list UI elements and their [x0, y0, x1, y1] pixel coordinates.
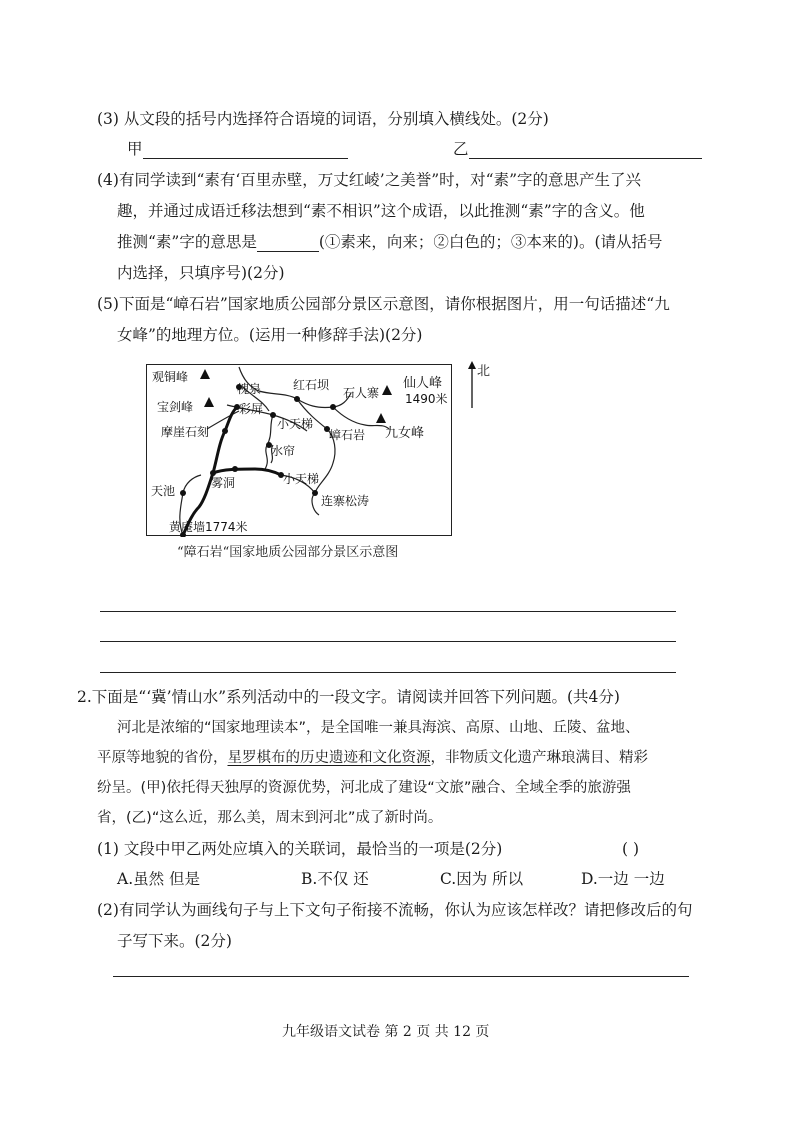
passage-line-1: 河北是浓缩的“国家地理读本”，是全国唯一兼具海滨、高原、山地、丘陵、盆地、	[117, 720, 640, 736]
scenic-area-map	[146, 364, 452, 536]
q2-2-line-2: 子写下来。(2分)	[117, 932, 232, 950]
q3-label-a: 甲	[127, 140, 143, 158]
peak-xianrenfeng-icon	[382, 385, 392, 395]
label-xianrenfeng-altitude: 1490米	[405, 392, 448, 406]
peak-baojianfeng-icon	[204, 397, 214, 407]
option-c[interactable]: C.因为 所以	[440, 870, 524, 888]
north-indicator	[467, 360, 497, 420]
label-moyashike: 摩崖石刻	[161, 425, 210, 439]
q4-line-1: (4)有同学读到“素有‘百里赤壁，万丈红崚’之美誉”时，对“素”字的意思产生了兴	[97, 171, 642, 189]
q4-answer-blank[interactable]	[257, 251, 319, 252]
q2-1-answer-paren[interactable]: ( )	[622, 840, 640, 858]
q5-line-2: 女峰”的地理方位。(运用一种修辞手法)(2分)	[117, 326, 423, 344]
label-shirenzhai: 石人寨	[343, 386, 380, 400]
label-tianchi: 天池	[151, 484, 176, 498]
q5-answer-line-2[interactable]	[100, 641, 676, 642]
page-footer: 九年级语文试卷 第 2 页 共 12 页	[282, 1024, 490, 1040]
q3-blank-a[interactable]	[143, 158, 348, 159]
q5-line-1: (5)下面是“嶂石岩”国家地质公园部分景区示意图，请你根据图片，用一句话描述“九	[97, 295, 670, 313]
label-huanganqiang: 黄庵墙1774米	[169, 520, 248, 534]
passage-line-2-end: ，非物质文化遗产琳琅满目、精彩	[430, 750, 648, 766]
map-drawing	[147, 365, 453, 537]
passage-line-3: 纷呈。(甲)依托得天独厚的资源优势，河北成了建设“文旅”融合、全域全季的旅游强	[97, 780, 631, 796]
label-baojianfeng: 宝剑峰	[157, 400, 194, 414]
q4-line-2: 趣，并通过成语迁移法想到“素不相识”这个成语，以此推测“素”字的含义。他	[117, 202, 645, 220]
label-wudong: 雾洞	[211, 476, 236, 490]
q4-line-3	[117, 232, 663, 252]
peak-guantongfeng-icon	[200, 369, 210, 379]
label-hongshiba: 红石坝	[293, 378, 330, 392]
map-caption: “障石岩“国家地质公园部分景区示意图	[177, 545, 399, 560]
section-2-header: 2.下面是“‘冀’情山水”系列活动中的一段文字。请阅读并回答下列问题。(共4分)	[77, 688, 620, 706]
label-xianrenfeng: 仙人峰	[403, 376, 443, 391]
passage-line-2	[97, 748, 648, 768]
point-hongshiba	[294, 396, 300, 402]
point-moyashike	[222, 428, 228, 434]
q4-line-3-start: 推测“素”字的意思是	[117, 233, 257, 251]
label-caiping: 彩屏	[239, 402, 264, 416]
q3-prompt: (3) 从文段的括号内选择符合语境的词语，分别填入横线处。(2分)	[97, 110, 549, 128]
label-shuilian: 水帘	[271, 444, 296, 458]
q2-2-answer-line[interactable]	[113, 976, 689, 977]
passage-line-4: 省，(乙)“这么近，那么美，周末到河北”成了新时尚。	[97, 810, 443, 826]
label-xiaotianti-1: 小天梯	[277, 417, 314, 431]
path-moyashike	[207, 411, 239, 429]
label-zhangshiyan: 嶂石岩	[329, 428, 366, 442]
q3-blank-b[interactable]	[469, 158, 702, 159]
q5-answer-line-3[interactable]	[100, 672, 676, 673]
q2-1-prompt: (1) 文段中甲乙两处应填入的关联词，最恰当的一项是(2分)	[97, 840, 503, 858]
option-d[interactable]: D.一边 一边	[581, 870, 665, 888]
point-lianzhaisongtao	[312, 490, 318, 496]
underlined-sentence: 星罗棋布的历史遗迹和文化资源	[227, 750, 431, 766]
point-xiaotianti-1	[270, 412, 276, 418]
q3-answer-row	[127, 139, 348, 159]
label-guantongfeng: 观铜峰	[152, 370, 189, 384]
option-b[interactable]: B.不仅 还	[301, 870, 369, 888]
label-huaiquan: 槐泉	[237, 382, 262, 396]
passage-line-2-start: 平原等地貌的省份，	[97, 750, 228, 766]
point-shirenzhai	[330, 404, 336, 410]
point-tianchi	[180, 490, 186, 496]
north-label: 北	[477, 364, 491, 379]
label-lianzhaisongtao: 连寨松涛	[321, 494, 370, 508]
q4-line-4: 内选择，只填序号)(2分)	[117, 264, 285, 282]
path-xiaotianti-2	[312, 493, 319, 515]
q5-answer-line-1[interactable]	[100, 611, 676, 612]
q4-line-3-end: (①素来，向来；②白色的；③本来的)。(请从括号	[318, 233, 663, 251]
q2-2-line-1: (2)有同学认为画线句子与上下文句子衔接不流畅，你认为应该怎样改？请把修改后的句	[97, 901, 693, 919]
label-xiaotianti-2: 小天梯	[283, 472, 320, 486]
main-trail-east	[213, 469, 281, 475]
point-wudong	[232, 466, 238, 472]
peak-jiunvfeng-icon	[376, 413, 386, 423]
label-jiunvfeng: 九女峰	[385, 426, 425, 441]
q3-label-b: 乙	[453, 140, 469, 158]
q3-answer-row-b	[453, 139, 702, 159]
option-a[interactable]: A.虽然 但是	[117, 870, 201, 888]
